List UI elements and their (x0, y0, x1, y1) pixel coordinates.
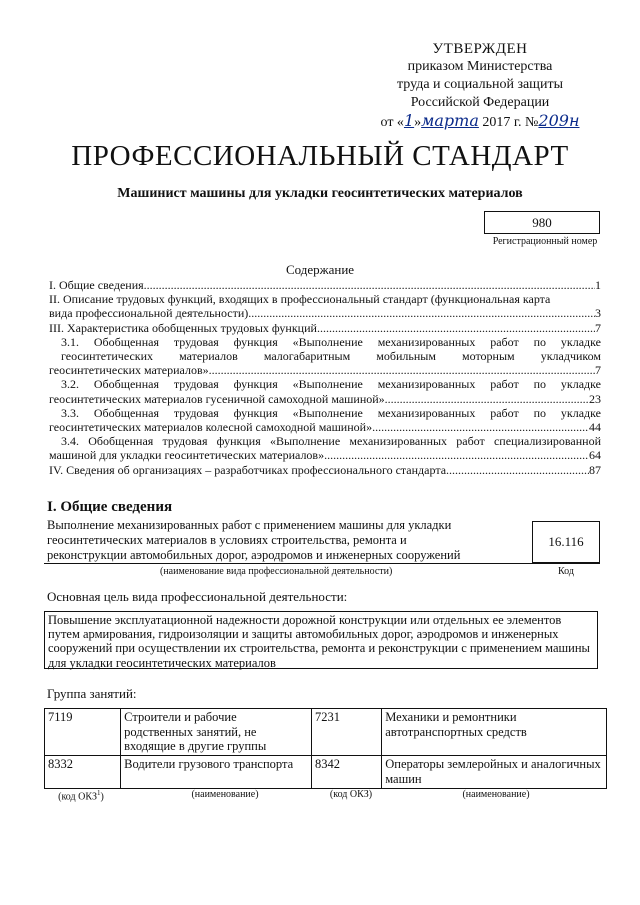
toc-page: 7 (595, 320, 601, 335)
toc-entry[interactable]: 3.1. Обобщенная трудовая функция «Выполнение механизированных работ по укладке геосинтетических материалов малогабаритным мобильным моторным укладчиком геосинтетических материалов» ..... 7 (49, 335, 601, 378)
activity-code-box: 16.116 (532, 521, 600, 563)
divider (44, 563, 600, 564)
approval-line: приказом Министерства (407, 59, 553, 74)
approval-line: Российской Федерации (410, 95, 550, 110)
okz-code-cell: 7231 (311, 709, 381, 756)
activity-name: Выполнение механизированных работ с применением машины для укладки геосинтетических материалов в условиях строительства, ремонта и реконструкции автомобильных дорог, аэродромов и инженерных сооружений (47, 518, 461, 562)
goal-box: Повышение эксплуатационной надежности дорожной конструкции или отдельных ее элементов путем армирования, гидроизоляции и защиты автомобильных дорог, аэродромов и инженерных сооружений при осуществлении их строительства, ремонта и реконструкции с применением машины для укладки геосинтетических материалов (44, 611, 598, 669)
okz-code-cell: 8342 (311, 756, 381, 789)
toc-title: Содержание (285, 262, 355, 277)
approval-block (360, 40, 600, 132)
toc-page: 44 (589, 420, 601, 435)
toc-entry[interactable]: 3.3. Обобщенная трудовая функция «Выполнение механизированных работ по укладке геосинтетических материалов колесной самоходной машиной» ..... 44 (49, 406, 601, 434)
toc-page: 87 (589, 462, 601, 477)
toc-entry[interactable]: I. Общие сведения ..... 1 (49, 278, 601, 292)
table-row (45, 709, 607, 756)
toc-entry[interactable]: 3.2. Обобщенная трудовая функция «Выполнение механизированных работ по укладке геосинтетических материалов гусеничной самоходной машиной» ..... 23 (49, 377, 601, 405)
approval-line: труда и социальной защиты (397, 77, 563, 92)
occupation-name-cell: Операторы землеройных и аналогичных машин (382, 756, 607, 789)
activity-caption: (наименование вида профессиональной деятельности) (160, 566, 393, 577)
standard-name: Машинист машины для укладки геосинтетических материалов (117, 186, 523, 201)
section-heading: I. Общие сведения (47, 499, 173, 515)
toc-page: 3 (595, 306, 601, 321)
occupation-name-cell: Строители и рабочие родственных занятий, не входящие в другие группы (121, 709, 312, 756)
footer-code-caption: (код ОКЗ) (329, 789, 373, 800)
footer-name-caption: (наименование) (462, 789, 530, 800)
toc-page: 1 (595, 278, 601, 292)
occupation-name-cell: Водители грузового транспорта (121, 756, 312, 789)
registration-number-label: Регистрационный номер (492, 236, 598, 247)
handwritten-day: 1 (403, 111, 415, 130)
toc-page: 23 (589, 391, 601, 406)
toc-entry[interactable]: II. Описание трудовых функций, входящих в профессиональный стандарт (функциональная карта вида профессиональной деятельности) ..... 3 (49, 292, 601, 320)
registration-number-box: 980 (484, 211, 600, 234)
okz-code-cell: 8332 (45, 756, 121, 789)
approval-title: УТВЕРЖДЕН (432, 41, 528, 57)
footer-code-caption: (код ОКЗ$^1$) (58, 789, 104, 803)
footer-name-caption: (наименование) (191, 789, 259, 800)
approval-date: от «1»марта 2017 г. №209н (380, 111, 580, 130)
group-label: Группа занятий: (47, 686, 137, 701)
okz-code-cell: 7119 (45, 709, 121, 756)
table-row (45, 756, 607, 789)
occupation-table (44, 708, 607, 789)
handwritten-number: 209н (538, 111, 580, 130)
goal-label: Основная цель вида профессиональной деятельности: (47, 589, 348, 604)
toc-page: 7 (595, 363, 601, 378)
toc-entry[interactable]: III. Характеристика обобщенных трудовых функций ..... 7 (49, 321, 601, 335)
toc-entry[interactable]: 3.4. Обобщенная трудовая функция «Выполнение механизированных работ специализированной машиной для укладки геосинтетических материалов» ..... 64 (49, 434, 601, 462)
code-caption: Код (558, 566, 574, 577)
toc-entry[interactable]: IV. Сведения об организациях – разработчиках профессионального стандарта ..... 87 (49, 463, 601, 477)
handwritten-month: марта (421, 111, 479, 130)
table-of-contents (49, 278, 601, 477)
toc-page: 64 (589, 448, 601, 463)
occupation-name-cell: Механики и ремонтники автотранспортных средств (382, 709, 607, 756)
page-title: ПРОФЕССИОНАЛЬНЫЙ СТАНДАРТ (71, 140, 569, 172)
